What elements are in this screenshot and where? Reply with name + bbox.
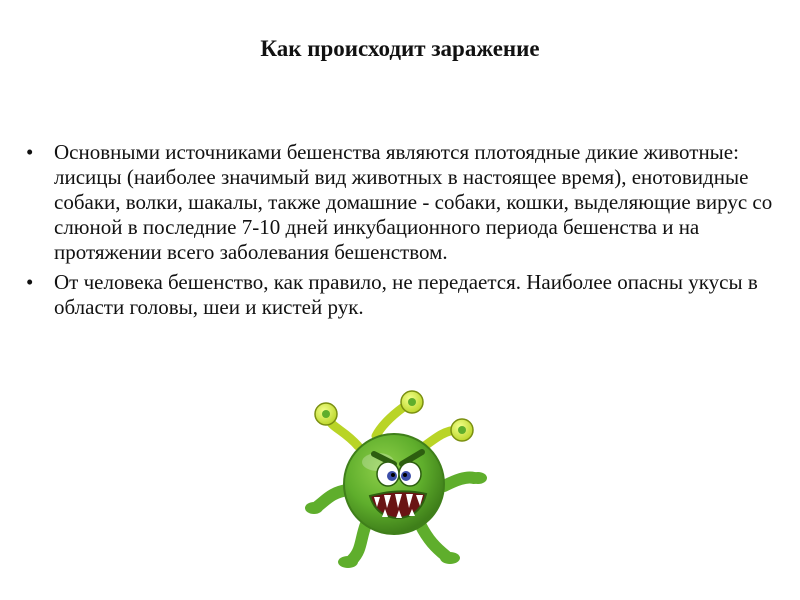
bullet-text: От человека бешенство, как правило, не передается. Наиболее опасны укусы в области головы, шеи и кистей рук. bbox=[54, 270, 758, 319]
bullet-icon: • bbox=[26, 270, 34, 294]
list-item bbox=[26, 140, 776, 265]
bullet-list bbox=[26, 140, 776, 325]
list-item bbox=[26, 270, 776, 320]
virus-monster-icon bbox=[296, 384, 492, 580]
slide-title: Как происходит заражение bbox=[260, 36, 540, 61]
bullet-text: Основными источниками бешенства являются плотоядные дикие животные: лисицы (наиболее значимый вид животных в настоящее время), енотовидные собаки, волки, шакалы, также домашние - собаки, кошки, выделяющие вирус со слюной в последние 7-10 дней инкубационного периода бешенства и на протяжении всего заболевания бешенством. bbox=[54, 140, 773, 264]
bullet-icon: • bbox=[26, 140, 34, 164]
